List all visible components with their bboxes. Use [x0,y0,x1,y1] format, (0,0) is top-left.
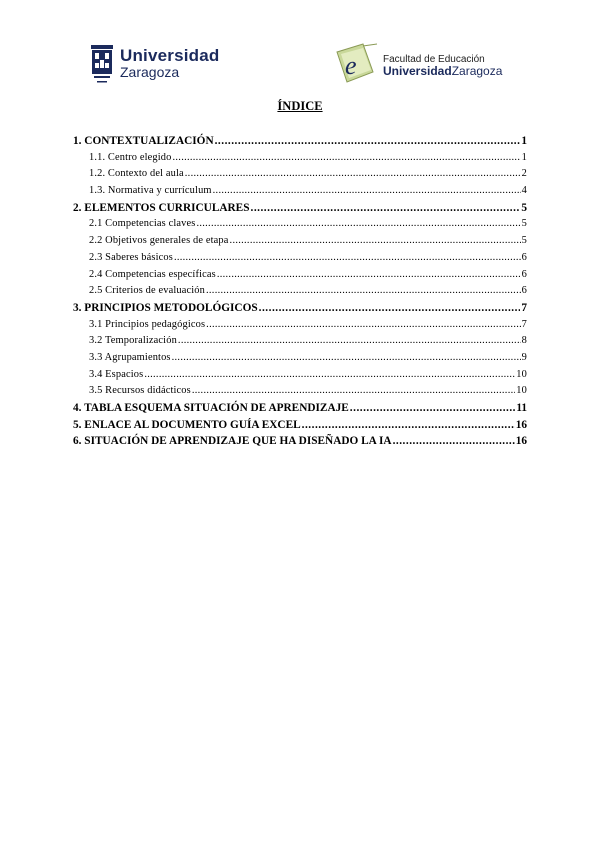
toc-entry-label: 1.2. Contexto del aula [89,168,184,180]
uz-logo-line2: Zaragoza [120,64,180,80]
university-crest-icon [90,45,114,87]
toc-page-number: 9 [521,351,527,363]
toc-page-number: 6 [521,285,527,297]
toc-leader-dots [144,369,515,380]
toc-section-row[interactable] [73,202,527,219]
table-of-contents [73,135,527,452]
toc-leader-dots [174,252,521,263]
toc-entry-label: 3.1 Principios pedagógicos [89,318,206,330]
toc-leader-dots [213,185,521,196]
toc-entry-label: 2.1 Competencias claves [89,218,196,230]
toc-section-row[interactable] [73,135,527,152]
toc-subsection-row[interactable] [73,235,527,252]
toc-entry-label: 6. SITUACIÓN DE APRENDIZAJE QUE HA DISEÑADO LA IA [73,435,392,448]
toc-leader-dots [206,319,520,330]
toc-leader-dots [350,402,516,414]
toc-subsection-row[interactable] [73,185,527,202]
fe-logo-line2 [383,65,502,78]
toc-leader-dots [173,152,521,163]
toc-entry-label: 1. CONTEXTUALIZACIÓN [73,135,214,147]
toc-leader-dots [302,419,515,431]
toc-subsection-row[interactable] [73,168,527,185]
toc-page-number: 1 [521,151,527,163]
toc-subsection-row[interactable] [73,335,527,352]
toc-entry-label: 1.1. Centro elegido [89,151,172,163]
toc-leader-dots [185,168,521,179]
toc-subsection-row[interactable] [73,285,527,302]
page-title: ÍNDICE [277,99,323,113]
toc-subsection-row[interactable] [73,319,527,336]
toc-page-number: 5 [521,235,527,247]
toc-page-number: 6 [521,268,527,280]
faculty-emblem-icon [333,42,381,86]
toc-entry-label: 3.5 Recursos didácticos [89,385,191,397]
toc-leader-dots [172,352,521,363]
toc-entry-label: 5. ENLACE AL DOCUMENTO GUÍA EXCEL [73,418,301,431]
toc-leader-dots [196,218,520,229]
toc-section-row[interactable] [73,419,527,436]
toc-section-row[interactable] [73,435,527,452]
toc-leader-dots [259,302,521,314]
toc-subsection-row[interactable] [73,218,527,235]
toc-entry-label: 3.2 Temporalización [89,335,177,347]
toc-page-number: 10 [516,368,527,380]
page-header [0,40,600,90]
toc-leader-dots [215,135,521,147]
uz-logo-line1: Universidad [120,46,220,65]
toc-entry-label: 1.3. Normativa y currículum [89,185,212,197]
toc-entry-label: 2.2 Objetivos generales de etapa [89,235,229,247]
toc-page-number: 2 [521,168,527,180]
toc-subsection-row[interactable] [73,352,527,369]
toc-entry-label: 3. PRINCIPIOS METODOLÓGICOS [73,301,258,314]
toc-entry-label: 3.4 Espacios [89,368,144,380]
toc-page-number: 4 [521,185,527,197]
toc-leader-dots [230,235,521,246]
toc-section-row[interactable] [73,302,527,319]
toc-leader-dots [251,202,521,214]
toc-page-number: 11 [516,402,527,414]
toc-subsection-row[interactable] [73,369,527,386]
toc-leader-dots [393,435,515,447]
toc-subsection-row[interactable] [73,269,527,286]
toc-page-number: 16 [515,418,527,431]
toc-page-number: 6 [521,251,527,263]
toc-subsection-row[interactable] [73,252,527,269]
fe-logo-line2-rest: Zaragoza [451,64,503,78]
toc-page-number: 7 [521,301,527,314]
toc-leader-dots [217,269,521,280]
toc-subsection-row[interactable] [73,152,527,169]
toc-page-number: 8 [521,335,527,347]
svg-text:e: e [345,51,357,80]
toc-page-number: 5 [521,218,527,230]
toc-entry-label: 2. ELEMENTOS CURRICULARES [73,201,250,214]
toc-page-number: 5 [521,201,527,214]
toc-page-number: 1 [521,135,527,147]
toc-entry-label: 2.3 Saberes básicos [89,251,173,263]
toc-leader-dots [206,285,521,296]
toc-entry-label: 4. TABLA ESQUEMA SITUACIÓN DE APRENDIZAJE [73,402,349,414]
toc-entry-label: 3.3 Agrupamientos [89,351,171,363]
toc-entry-label: 2.5 Criterios de evaluación [89,285,206,297]
toc-entry-label: 2.4 Competencias específicas [89,268,216,280]
toc-leader-dots [192,385,515,396]
toc-section-row[interactable] [73,402,527,419]
toc-page-number: 16 [515,435,527,448]
fe-logo-line2-bold: Universidad [383,64,452,78]
toc-page-number: 10 [516,385,527,397]
toc-subsection-row[interactable] [73,385,527,402]
fe-logo-line1: Facultad de Educación [383,54,485,65]
toc-page-number: 7 [521,318,527,330]
toc-leader-dots [178,335,521,346]
